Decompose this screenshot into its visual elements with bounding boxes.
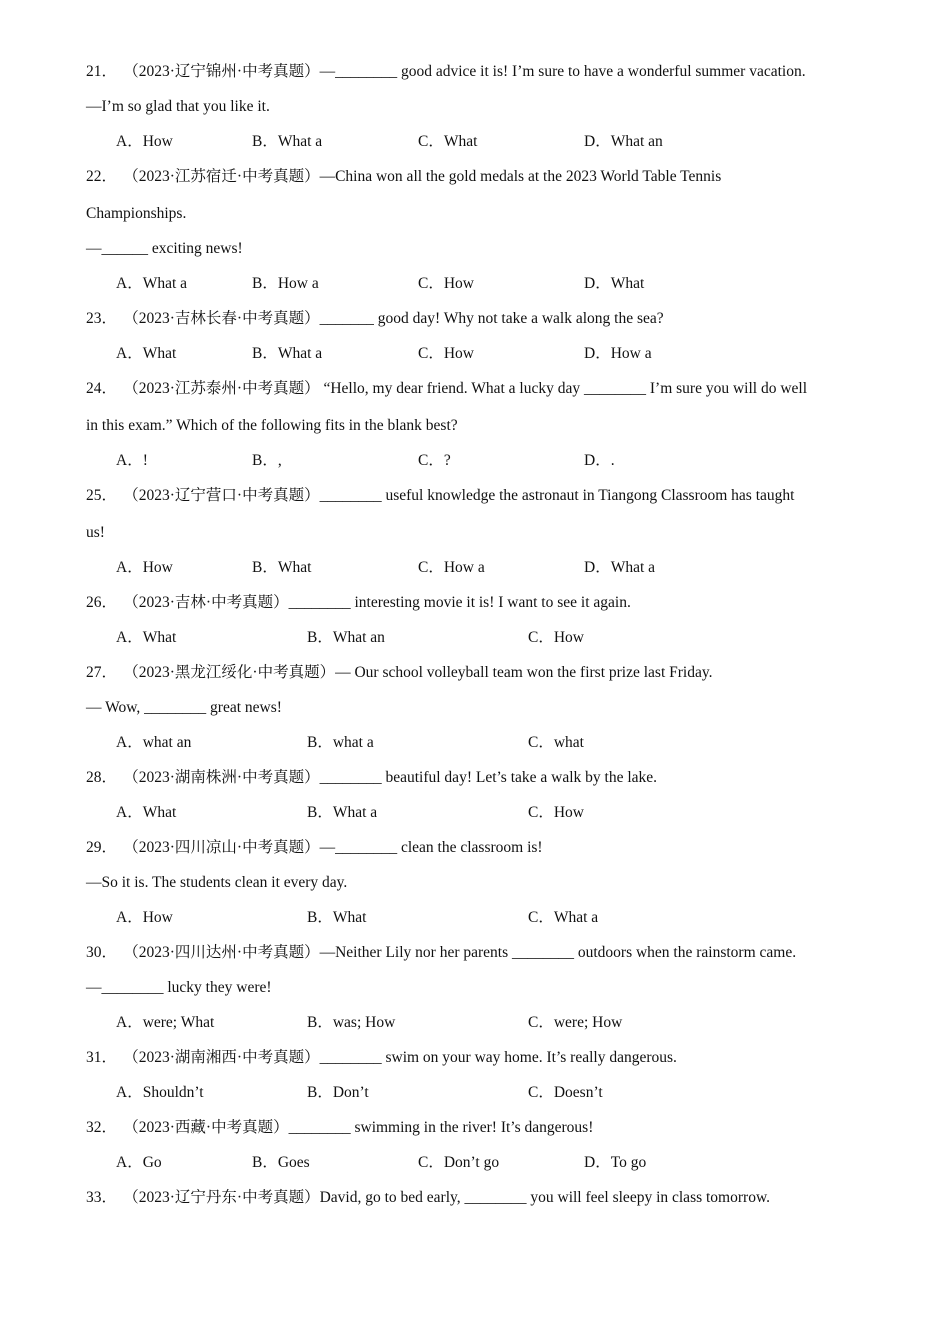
answer-option-c: C．How (528, 629, 584, 646)
answer-option-c: C．What a (528, 909, 599, 926)
question-stem-continuation (86, 523, 105, 543)
question-source: （2023·西藏·中考真题） (131, 1119, 289, 1136)
answer-option-d: D．What (584, 275, 645, 292)
question-source: （2023·四川凉山·中考真题） (131, 839, 320, 856)
answer-option-c: C．were; How (528, 1014, 623, 1031)
answer-option-c: C．What (418, 133, 478, 150)
question-stem (86, 838, 543, 858)
question-number: 32． (86, 1119, 118, 1136)
question-source: （2023·辽宁营口·中考真题） (131, 487, 320, 504)
answer-option-c: C．Doesn’t (528, 1084, 603, 1101)
answer-option-a: A．What a (116, 275, 188, 292)
answer-option-b: B．what a (307, 734, 374, 751)
question-stem (86, 663, 712, 683)
answer-option-a: A．were; What (116, 1014, 215, 1031)
question-number: 21． (86, 63, 118, 80)
answer-option-a: A．Go (116, 1154, 162, 1171)
answer-option-a: A．Shouldn’t (116, 1084, 204, 1101)
question-stem (86, 62, 806, 82)
answer-option-c: C．How a (418, 559, 485, 576)
question-number: 23． (86, 310, 118, 327)
question-text: ________ swim on your way home. It’s really dangerous. (319, 1049, 677, 1066)
answer-option-a: A．What (116, 629, 177, 646)
question-text: in this exam.” Which of the following fits in the blank best? (86, 417, 458, 434)
question-text: ________ interesting movie it is! I want to see it again. (288, 594, 631, 611)
answer-option-a: A．How (116, 909, 173, 926)
answer-option-b: B．What (252, 559, 312, 576)
question-stem-continuation (86, 978, 272, 998)
question-number: 30． (86, 944, 118, 961)
question-number: 28． (86, 769, 118, 786)
question-text: —________ lucky they were! (86, 979, 272, 996)
answer-option-b: B．What an (307, 629, 385, 646)
question-text: David, go to bed early, ________ you will feel sleepy in class tomorrow. (319, 1189, 771, 1206)
answer-option-b: B．What a (252, 133, 323, 150)
question-text: _______ good day! Why not take a walk along the sea? (319, 310, 664, 327)
question-stem-continuation (86, 416, 458, 436)
question-stem-continuation (86, 97, 270, 117)
answer-option-d: D．How a (584, 345, 652, 362)
question-source: （2023·辽宁丹东·中考真题） (131, 1189, 320, 1206)
question-stem-continuation (86, 698, 282, 718)
question-number: 27． (86, 664, 118, 681)
question-stem (86, 309, 664, 329)
question-text: —China won all the gold medals at the 2023 World Table Tennis (319, 168, 722, 185)
question-text: —______ exciting news! (86, 240, 243, 257)
question-stem (86, 167, 721, 187)
answer-option-c: C．How (528, 804, 584, 821)
answer-option-b: B．What (307, 909, 367, 926)
question-stem (86, 379, 807, 399)
question-text: —Neither Lily nor her parents ________ outdoors when the rainstorm came. (319, 944, 797, 961)
question-text: — Wow, ________ great news! (86, 699, 282, 716)
answer-option-d: D．What a (584, 559, 656, 576)
question-number: 26． (86, 594, 118, 611)
question-stem (86, 593, 631, 613)
question-text: ________ useful knowledge the astronaut in Tiangong Classroom has taught (319, 487, 795, 504)
answer-option-d: D．To go (584, 1154, 647, 1171)
question-source: （2023·江苏泰州·中考真题） (131, 380, 320, 397)
question-source: （2023·辽宁锦州·中考真题） (131, 63, 320, 80)
question-stem-continuation (86, 873, 347, 893)
answer-option-b: B．was; How (307, 1014, 396, 1031)
answer-option-b: B．How a (252, 275, 319, 292)
answer-option-c: C．what (528, 734, 584, 751)
answer-option-d: D．. (584, 452, 615, 469)
question-number: 29． (86, 839, 118, 856)
question-stem (86, 943, 796, 963)
answer-option-b: B．Goes (252, 1154, 310, 1171)
question-number: 22． (86, 168, 118, 185)
question-stem-continuation (86, 239, 243, 259)
question-number: 31． (86, 1049, 118, 1066)
answer-option-c: C．Don’t go (418, 1154, 500, 1171)
question-number: 24． (86, 380, 118, 397)
answer-option-c: C．? (418, 452, 451, 469)
question-stem-continuation (86, 204, 186, 224)
question-source: （2023·江苏宿迁·中考真题） (131, 168, 320, 185)
question-text: us! (86, 524, 105, 541)
answer-option-c: C．How (418, 275, 474, 292)
answer-option-a: A．What (116, 804, 177, 821)
answer-option-a: A．What (116, 345, 177, 362)
question-source: （2023·湖南株洲·中考真题） (131, 769, 320, 786)
question-text: —So it is. The students clean it every day. (86, 874, 348, 891)
question-text: —I’m so glad that you like it. (86, 98, 270, 115)
answer-option-b: B．What a (252, 345, 323, 362)
question-source: （2023·黑龙江绥化·中考真题） (131, 664, 336, 681)
question-source: （2023·吉林长春·中考真题） (131, 310, 320, 327)
question-text: Championships. (86, 205, 187, 222)
question-stem (86, 1048, 677, 1068)
question-number: 25． (86, 487, 118, 504)
answer-option-b: B．What a (307, 804, 378, 821)
question-stem (86, 768, 657, 788)
question-text: “Hello, my dear friend. What a lucky day ________ I’m sure you will do well (319, 380, 808, 397)
answer-option-b: B．Don’t (307, 1084, 369, 1101)
question-text: ________ swimming in the river! It’s dangerous! (288, 1119, 594, 1136)
question-number: 33． (86, 1189, 118, 1206)
question-text: ________ beautiful day! Let’s take a walk by the lake. (319, 769, 658, 786)
question-source: （2023·湖南湘西·中考真题） (131, 1049, 320, 1066)
answer-option-a: A．How (116, 133, 173, 150)
question-text: — Our school volleyball team won the first prize last Friday. (335, 664, 713, 681)
question-stem (86, 486, 794, 506)
answer-option-d: D．What an (584, 133, 663, 150)
answer-option-b: B．, (252, 452, 282, 469)
question-source: （2023·吉林·中考真题） (131, 594, 289, 611)
question-text: —________ good advice it is! I’m sure to have a wonderful summer vacation. (319, 63, 806, 80)
answer-option-a: A．! (116, 452, 148, 469)
question-stem (86, 1188, 770, 1208)
question-stem (86, 1118, 593, 1138)
answer-option-a: A．How (116, 559, 173, 576)
answer-option-c: C．How (418, 345, 474, 362)
question-text: —________ clean the classroom is! (319, 839, 543, 856)
answer-option-a: A．what an (116, 734, 192, 751)
question-source: （2023·四川达州·中考真题） (131, 944, 320, 961)
